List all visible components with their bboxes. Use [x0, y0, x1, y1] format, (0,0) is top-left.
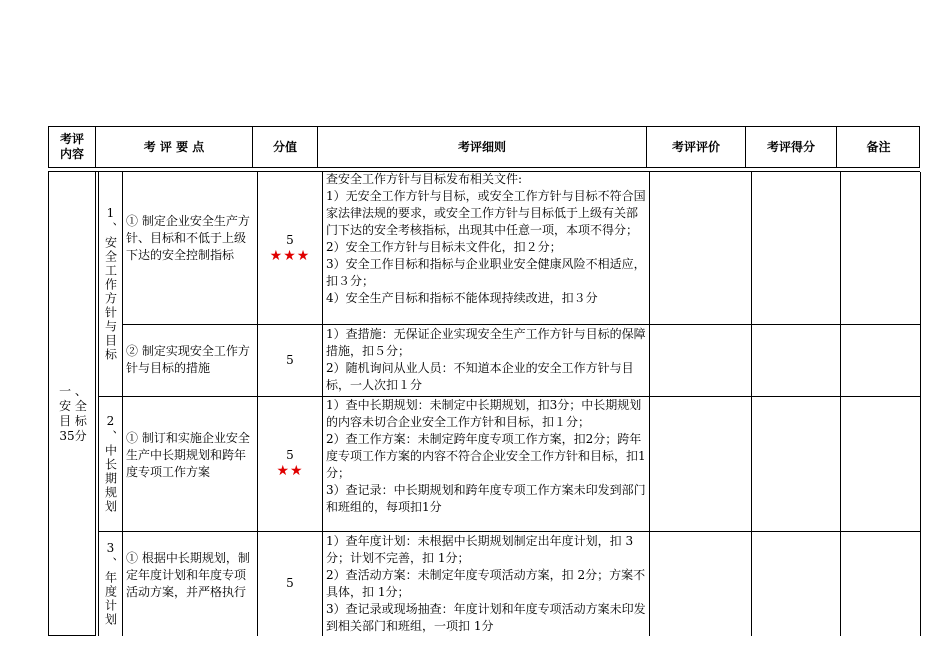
row4-score-cell: [258, 568, 322, 598]
row4-rules: 1）查年度计划：未根据中长期规划制定出年度计划，扣 3分；计划不完善，扣 1分； 2）查活动方案：未制定年度专项活动方案，扣 2分；方案不具体，扣 1分； 3）查记录或现场抽查：年度计划和年度专项活动方案未印发到相关部门和班组，一项扣 1分: [326, 534, 646, 633]
body-sep: [649, 172, 650, 636]
row-sep: [98, 531, 920, 532]
group-label-goals: 1、安全工作方针与目标: [103, 206, 118, 362]
group-label-annual: 3、年度计划: [103, 541, 118, 627]
row-sep: [122, 324, 920, 325]
row3-rules: 1）查中长期规划：未制定中长期规划，扣3分；中长期规划的内容未切合企业安全工作方针和目标，扣１分； 2）查工作方案：未制定跨年度专项工作方案，扣2分；跨年度专项工作方案的内容不符合企业安全工作方针和目标，扣1分； 3）查记录：中长期规划和跨年度专项工作方案未印发到部门和班组的，每项扣1分: [326, 398, 646, 514]
body-right-border: [920, 172, 921, 636]
row4-point: ① 根据中长期规划，制定年度计划和年度专项活动方案，并严格执行: [126, 551, 250, 599]
header-remark: 备注: [866, 139, 891, 154]
header-points: 考 评 要 点: [143, 139, 205, 154]
body-sep: [122, 172, 123, 636]
body-sep: [95, 172, 96, 636]
body-sep: [751, 172, 752, 636]
header-rules: 考评细则: [457, 139, 506, 154]
row4-score: 5: [286, 576, 294, 590]
star-rating-icon: ★★: [276, 462, 304, 479]
row3-score: 5: [286, 447, 294, 462]
row1-score-cell: [258, 225, 322, 270]
star-rating-icon: ★★★: [269, 247, 311, 264]
header-score: 分值: [272, 139, 297, 154]
row1-score: 5: [286, 232, 294, 247]
body-sep: [840, 172, 841, 636]
row2-score-cell: [258, 345, 322, 375]
row1-point: ① 制定企业安全生产方针、目标和不低于上级下达的安全控制指标: [126, 214, 250, 262]
group-label-midterm: 2、中长期规划: [103, 414, 118, 514]
row2-point: ② 制定实现安全工作方针与目标的措施: [126, 344, 250, 375]
bottom-border: [48, 635, 95, 636]
row3-point: ① 制订和实施企业安全生产中长期规划和跨年度专项工作方案: [126, 431, 250, 479]
row2-rules: 1）查措施：无保证企业实现安全生产工作方针与目标的保障措施，扣５分； 2）随机询问从业人员：不知道本企业的安全工作方针与目标，一人次扣１分: [326, 327, 646, 392]
row1-rules: 查安全工作方针与目标发布相关文件: 1）无安全工作方针与目标，或安全工作方针与目标不符合国家法律法规的要求，或安全工作方针与目标低于上级有关部门下达的安全考核指标，出现其中任意一项，本项不得分； 2）安全工作方针与目标未文件化，扣２分； 3）安全工作目标和指标与企业职业安全健康风险不相适应，扣３分； 4）安全生产目标和指标不能体现持续改进，扣３分: [326, 172, 646, 305]
row2-score: 5: [286, 353, 294, 367]
row3-score-cell: [258, 440, 322, 485]
header-content: 考评 内容: [59, 132, 84, 161]
body-sep: [322, 172, 323, 636]
section-label: 一 、 安 全 目 标 35分: [59, 384, 87, 443]
header-got-score: 考评得分: [766, 139, 815, 154]
body-left-border: [48, 172, 49, 636]
header-evaluation: 考评评价: [671, 139, 720, 154]
